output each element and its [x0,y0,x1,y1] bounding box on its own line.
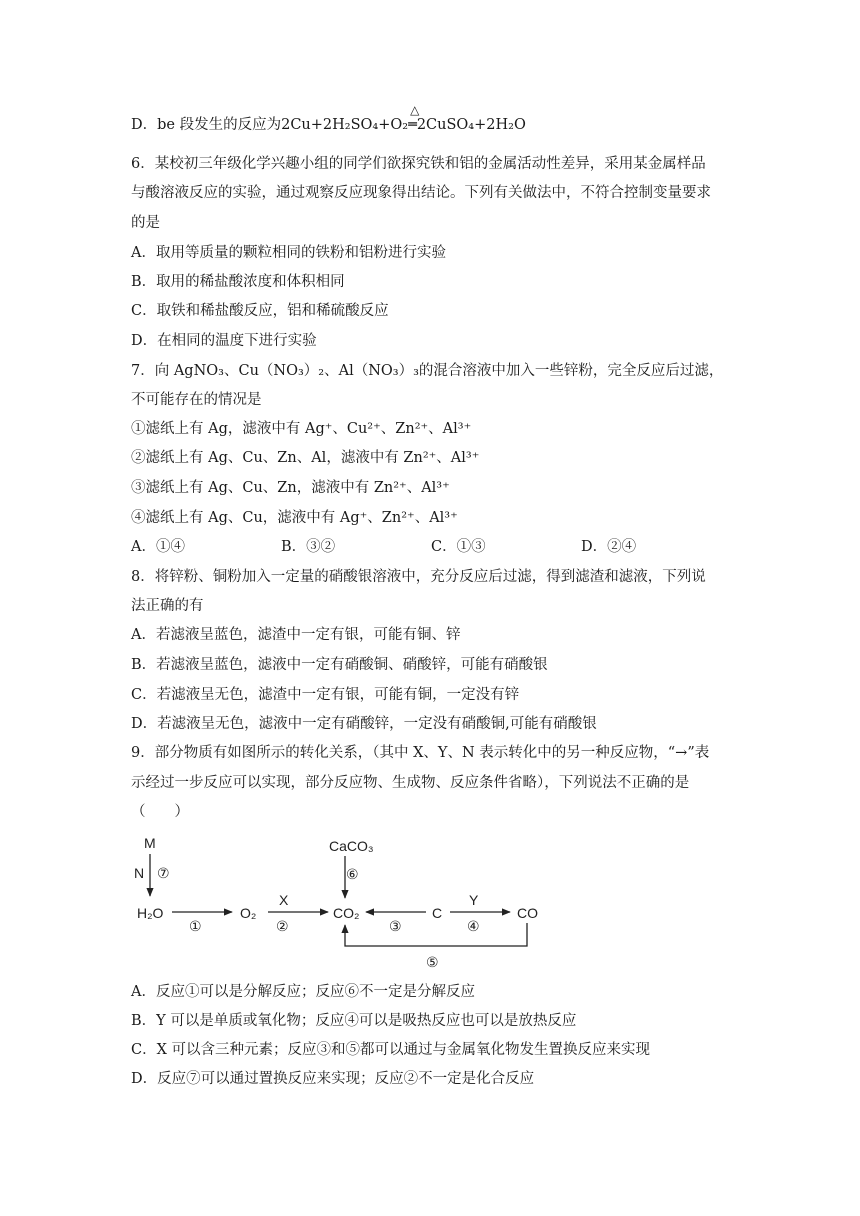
label-r5: ⑤ [426,954,439,970]
q9-stem-line2: 示经过一步反应可以实现，部分反应物、生成物、反应条件省略），下列说法不正确的是 [131,775,690,791]
label-r1: ① [189,918,202,934]
label-r7: ⑦ [157,865,170,881]
q7-case-1: ①滤纸上有 Ag，滤液中有 Ag⁺、Cu²⁺、Zn²⁺、Al³⁺ [131,421,472,437]
q5-equation-right: 2CuSO₄+2H₂O [416,117,526,133]
node-m: M [144,835,156,851]
q8-option-d: D．若滤液呈无色，滤液中一定有硝酸锌，一定没有硝酸铜,可能有硝酸银 [131,716,597,732]
q8-option-a: A．若滤液呈蓝色，滤渣中一定有银，可能有铜、锌 [131,627,461,643]
q6-option-c: C．取铁和稀盐酸反应，铝和稀硫酸反应 [131,303,389,319]
q7-stem-line2: 不可能存在的情况是 [131,392,262,408]
node-o2: O₂ [240,905,257,921]
node-caco3: CaCO₃ [329,838,374,854]
label-r2: ② [276,918,289,934]
q5-option-d-prefix: D．be 段发生的反应为 [131,117,282,133]
node-c: C [432,905,443,921]
q7-case-3: ③滤纸上有 Ag、Cu、Zn，滤液中有 Zn²⁺、Al³⁺ [131,480,450,496]
q5-option-d [131,103,526,135]
label-r4: ④ [467,918,480,934]
q8-stem-line2: 法正确的有 [131,598,204,614]
label-y: Y [469,892,479,908]
q6-option-b: B．取用的稀盐酸浓度和体积相同 [131,274,345,290]
q6-stem-line1: 6．某校初三年级化学兴趣小组的同学们欲探究铁和铝的金属活动性差异，采用某金属样品 [131,156,706,172]
q9-option-b: B．Y 可以是单质或氧化物；反应④可以是吸热反应也可以是放热反应 [131,1013,577,1029]
node-h2o: H₂O [137,905,164,921]
q8-option-b: B．若滤液呈蓝色，滤液中一定有硝酸铜、硝酸锌，可能有硝酸银 [131,657,548,673]
label-r3: ③ [389,918,402,934]
node-co2: CO₂ [333,905,360,921]
q5-equation-left: 2Cu+2H₂SO₄+O₂ [281,117,409,133]
q7-choice-b: B．③② [281,539,336,555]
q7-choice-c: C．①③ [431,539,486,555]
q7-case-4: ④滤纸上有 Ag、Cu，滤液中有 Ag⁺、Zn²⁺、Al³⁺ [131,510,458,526]
q9-option-d: D．反应⑦可以通过置换反应来实现；反应②不一定是化合反应 [131,1071,535,1087]
node-co: CO [517,905,538,921]
q6-stem-line2: 与酸溶液反应的实验，通过观察反应现象得出结论。下列有关做法中，不符合控制变量要求 [131,185,711,201]
q9-stem-line1: 9．部分物质有如图所示的转化关系，（其中 X、Y、N 表示转化中的另一种反应物，“→”表 [131,745,710,761]
q7-choice-d: D．②④ [581,539,637,555]
q6-stem-line3: 的是 [131,215,160,231]
q9-conversion-diagram [0,826,860,976]
q7-choice-a: A．①④ [131,539,185,555]
q7-case-2: ②滤纸上有 Ag、Cu、Zn、Al，滤液中有 Zn²⁺、Al³⁺ [131,450,480,466]
heating-delta-icon: △ [410,103,420,117]
label-r6: ⑥ [346,866,359,882]
q8-option-c: C．若滤液呈无色，滤渣中一定有银，可能有铜，一定没有锌 [131,687,520,703]
label-n: N [134,865,145,881]
q6-option-d: D．在相同的温度下进行实验 [131,333,317,349]
q7-stem-line1: 7．向 AgNO₃、Cu（NO₃）₂、Al（NO₃）₃的混合溶液中加入一些锌粉，完全反应后过滤， [131,363,724,379]
label-x: X [279,892,289,908]
arrow-co-co2 [345,923,527,946]
q9-stem-line3: （ ） [131,804,189,820]
q9-option-a: A．反应①可以是分解反应；反应⑥不一定是分解反应 [131,984,475,1000]
q8-stem-line1: 8．将锌粉、铜粉加入一定量的硝酸银溶液中，充分反应后过滤，得到滤渣和滤液，下列说 [131,569,706,585]
q9-option-c: C．X 可以含三种元素；反应③和⑤都可以通过与金属氧化物发生置换反应来实现 [131,1042,651,1058]
q6-option-a: A．取用等质量的颗粒相同的铁粉和铝粉进行实验 [131,245,446,261]
q5-equation-sign: ═ △ [408,115,417,135]
